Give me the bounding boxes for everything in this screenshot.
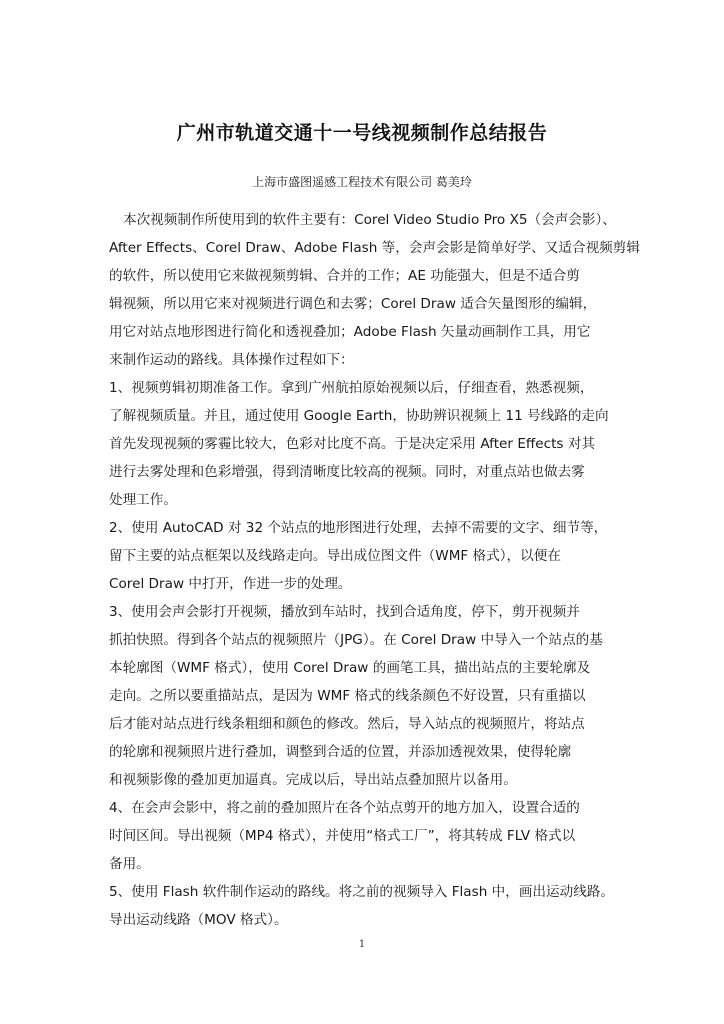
body-line-13: 留下主要的站点框架以及线路走向。导出成位图文件（WMF 格式），以便在 (109, 548, 561, 564)
body-line-24: 备用。 (109, 856, 150, 872)
body-line-17: 本轮廓图（WMF 格式），使用 Corel Draw 的画笔工具，描出站点的主要轮廓及 (109, 660, 591, 676)
body-line-4: 辑视频，所以用它来对视频进行调色和去雾；Corel Draw 适合矢量图形的编辑， (109, 296, 597, 312)
body-line-3: 的软件，所以使用它来做视频剪辑、合并的工作；AE 功能强大，但是不适合剪 (109, 268, 580, 284)
body-line-16: 抓拍快照。得到各个站点的视频照片（JPG）。在 Corel Draw 中导入一个站点的基 (109, 632, 603, 648)
author-line: 上海市盛图遥感工程技术有限公司 葛美玲 (252, 175, 472, 189)
body-line-15: 3、使用会声会影打开视频，播放到车站时，找到合适角度，停下，剪开视频并 (109, 604, 580, 620)
body-line-10: 进行去雾处理和色彩增强，得到清晰度比较高的视频。同时，对重点站也做去雾 (109, 464, 585, 480)
body-line-2: After Effects、Corel Draw、Adobe Flash 等，会声会影是简单好学、又适合视频剪辑 (109, 240, 640, 256)
body-line-9: 首先发现视频的雾霾比较大，色彩对比度不高。于是决定采用 After Effects 对其 (109, 436, 596, 452)
body-line-22: 4、在会声会影中，将之前的叠加照片在各个站点剪开的地方加入，设置合适的 (109, 800, 580, 816)
body-line-23: 时间区间。导出视频（MP4 格式），并使用“格式工厂”，将其转成 FLV 格式以 (109, 828, 576, 844)
body-line-20: 的轮廓和视频照片进行叠加，调整到合适的位置，并添加透视效果，使得轮廓 (109, 744, 572, 760)
body-line-18: 走向。之所以要重描站点，是因为 WMF 格式的线条颜色不好设置，只有重描以 (109, 688, 586, 704)
body-line-12: 2、使用 AutoCAD 对 32 个站点的地形图进行处理，去掉不需要的文字、细节等， (109, 520, 608, 536)
body-line-21: 和视频影像的叠加更加逼真。完成以后，导出站点叠加照片以备用。 (109, 772, 517, 788)
body-line-11: 处理工作。 (109, 492, 177, 508)
body-line-6: 来制作运动的路线。具体操作过程如下： (109, 352, 354, 368)
document-title: 广州市轨道交通十一号线视频制作总结报告 (176, 122, 548, 144)
body-line-5: 用它对站点地形图进行简化和透视叠加；Adobe Flash 矢量动画制作工具，用它 (109, 324, 591, 340)
body-line-8: 了解视频质量。并且，通过使用 Google Earth，协助辨识视频上 11 号线路的走向 (109, 408, 609, 424)
body-line-14: Corel Draw 中打开，作进一步的处理。 (109, 576, 352, 592)
body-line-26: 导出运动线路（MOV 格式）。 (109, 912, 288, 928)
body-line-7: 1、视频剪辑初期准备工作。拿到广州航拍原始视频以后，仔细查看，熟悉视频， (109, 380, 594, 396)
body-line-1: 本次视频制作所使用到的软件主要有：Corel Video Studio Pro X5（会声会影）、 (123, 212, 616, 228)
body-line-19: 后才能对站点进行线条粗细和颜色的修改。然后，导入站点的视频照片，将站点 (109, 716, 585, 732)
page-number: 1 (358, 939, 366, 950)
body-line-25: 5、使用 Flash 软件制作运动的路线。将之前的视频导入 Flash 中，画出运动线路。 (109, 884, 614, 900)
